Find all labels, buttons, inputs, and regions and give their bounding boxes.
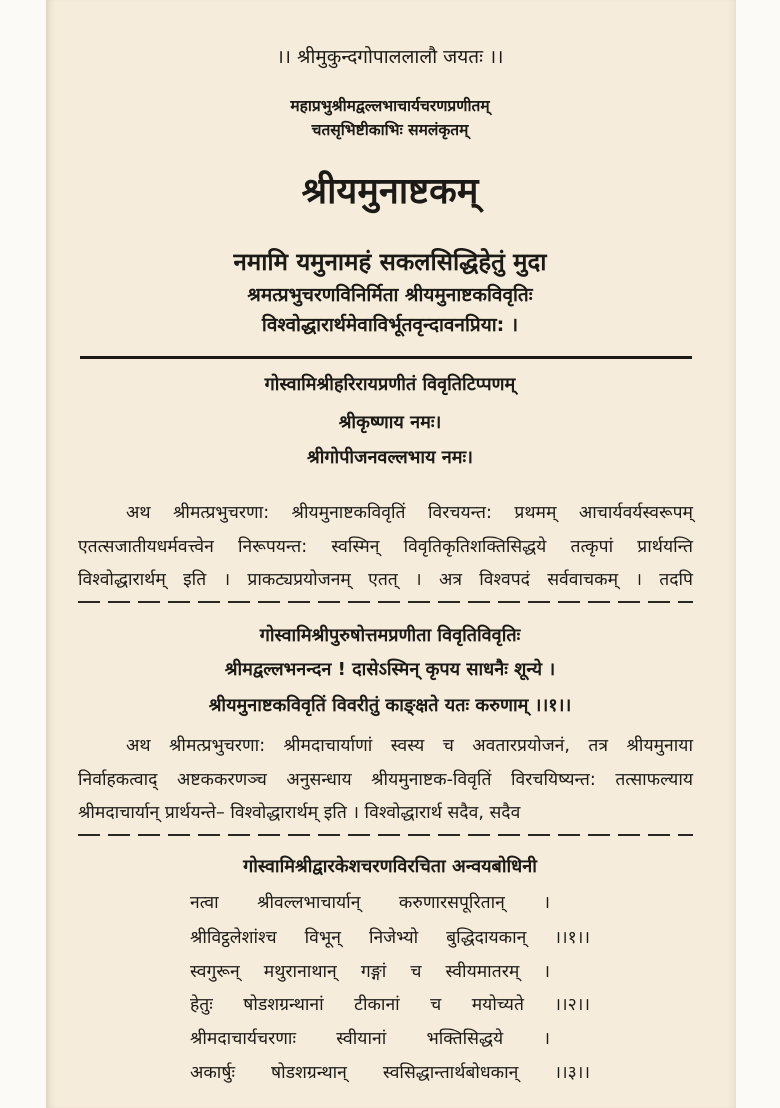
section3-verse-line: नत्वा श्रीवल्लभाचार्यान् करुणारसपूरितान् । xyxy=(190,893,550,913)
section2-heading: गोस्वामिश्रीपुरुषोत्तमप्रणीता विवृतिविवृतिः xyxy=(259,625,521,646)
section1-heading: गोस्वामिश्रीहरिरायप्रणीतं विवृतिटिप्पणम् xyxy=(264,374,516,395)
section3-verse-line: स्वगुरून् मथुरानाथान् गङ्गां च स्वीयमातरम् । xyxy=(190,962,550,982)
section3-verse-line: हेतुः षोडशग्रन्थानां टीकानां च मयोच्यते ।।२।। xyxy=(190,995,590,1015)
section1-salutation-2: श्रीगोपीजनवल्लभाय नमः। xyxy=(307,447,473,468)
section-divider xyxy=(80,356,692,359)
section3-verse-line: श्रीमदाचार्यचरणाः स्वीयानां भक्तिसिद्धये । xyxy=(190,1029,550,1049)
section1-salutation-1: श्रीकृष्णाय नमः। xyxy=(338,412,442,433)
verse-intro-line-3: विश्वोद्धारार्थमेवाविर्भूतवृन्दावनप्रिया: । xyxy=(261,314,519,336)
section2-verse-1: श्रीमद्वल्लभनन्दन ! दासेऽस्मिन् कृपय साधनैः शून्ये । xyxy=(224,659,556,680)
dashed-divider xyxy=(78,601,693,603)
section3-verse-line: श्रीविट्ठलेशांश्च विभून् निजेभ्यो बुद्धिदायकान् ।।१।। xyxy=(190,928,590,948)
section2-paragraph-line: अथ श्रीमत्प्रभुचरणा: श्रीमदाचार्याणां स्वस्य च अवतारप्रयोजनं, तत्र श्रीयमुनाया xyxy=(126,736,693,756)
verse-intro-line-1: नमामि यमुनामहं सकलसिद्धिहेतुं मुदा xyxy=(233,248,547,276)
section2-paragraph-line: श्रीमदाचार्यान् प्रार्थयन्ते– विश्वोद्धारार्थम् इति । विश्वोद्धारार्थ सदैव, सदैव xyxy=(78,803,521,823)
invocation: ।। श्रीमुकुन्दगोपाललालौ जयतः ।। xyxy=(276,46,504,68)
section1-paragraph-line: एतत्सजातीयधर्मवत्त्वेन निरूपयन्त: स्वस्मिन् विवृतिकृतिशक्तिसिद्धये तत्कृपां प्रार्थयन्ति xyxy=(78,537,693,557)
section1-paragraph-line: विश्वोद्धारार्थम् इति । प्राकट्यप्रयोजनम् एतत् । अत्र विश्वपदं सर्ववाचकम् । तदपि xyxy=(78,570,693,590)
dashed-divider xyxy=(78,834,693,836)
section2-paragraph-line: निर्वाहकत्वाद् अष्टककरणञ्च अनुसन्धाय श्रीयमुनाष्टक-विवृतिं विरचयिष्यन्त: तत्साफल्याय xyxy=(78,770,693,790)
verse-intro-line-2: श्रमत्प्रभुचरणविनिर्मिता श्रीयमुनाष्टकविवृतिः xyxy=(247,284,533,306)
section2-verse-2: श्रीयमुनाष्टकविवृतिं विवरीतुं काङ्क्षते यतः करुणाम् ।।१।। xyxy=(208,695,572,716)
page-title: श्रीयमुनाष्टकम् xyxy=(301,171,479,212)
commentary-line: चतसृभिष्टीकाभिः समलंकृतम् xyxy=(311,121,469,139)
author-line: महाप्रभुश्रीमद्वल्लभाचार्यचरणप्रणीतम् xyxy=(290,97,490,115)
section3-heading: गोस्वामिश्रीद्वारकेशचरणविरचिता अन्वयबोधिनी xyxy=(243,856,537,877)
section1-paragraph-line: अथ श्रीमत्प्रभुचरणा: श्रीयमुनाष्टकविवृतिं विरचयन्त: प्रथमम् आचार्यवर्यस्वरूपम् xyxy=(126,503,693,523)
section3-verse-line: अकार्षुः षोडशग्रन्थान् स्वसिद्धान्तार्थबोधकान् ।।३।। xyxy=(190,1063,590,1083)
